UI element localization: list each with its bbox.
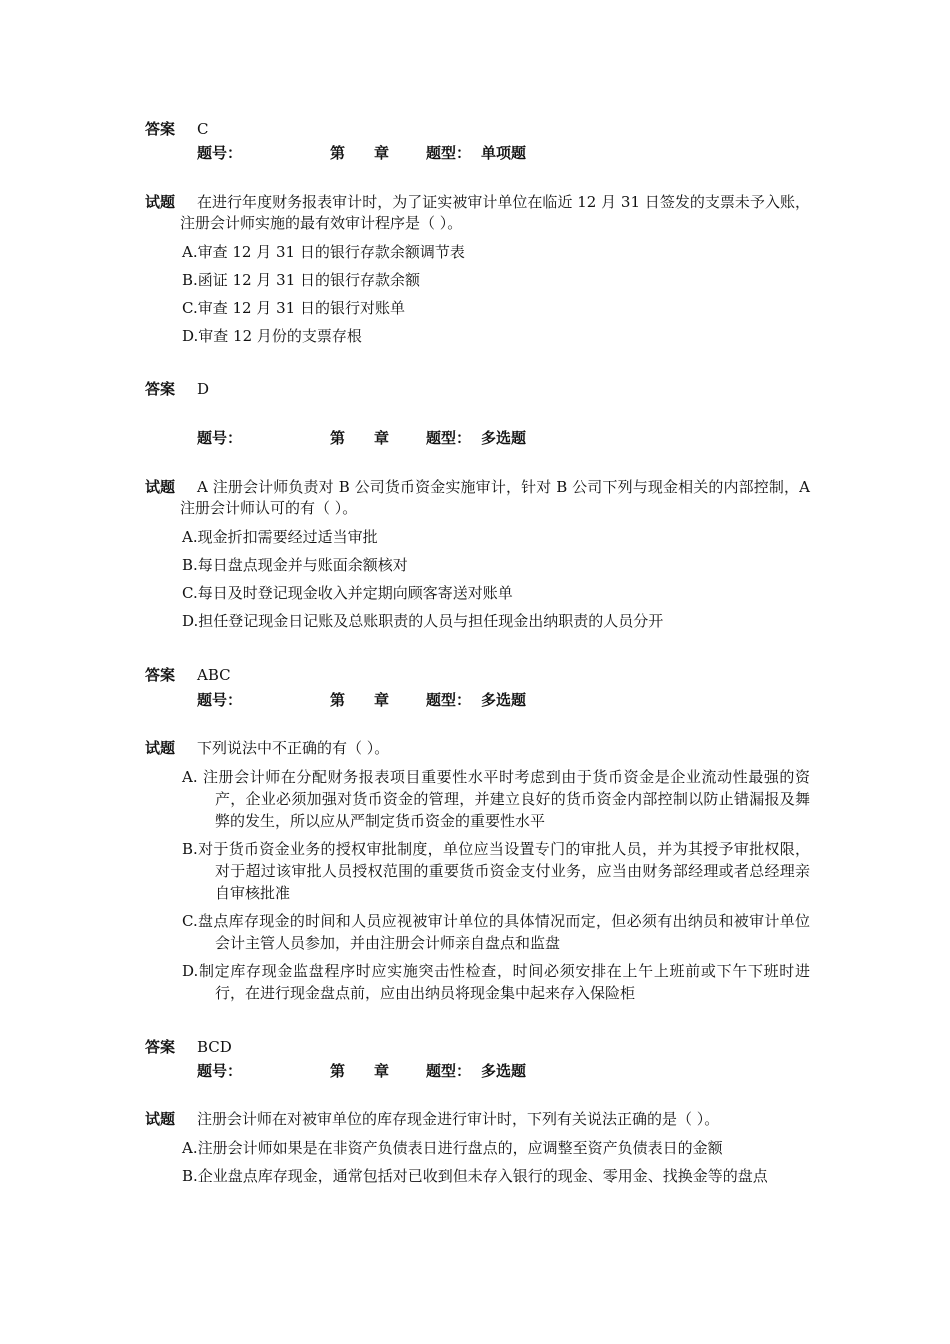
option: D.审查 12 月份的支票存根 [182,327,362,345]
answer-value: C [197,120,209,138]
answer-label: 答案 [145,1038,176,1056]
answer-line [145,120,208,138]
question-stem: 注册会计师在对被审单位的库存现金进行审计时，下列有关说法正确的是（ ）。 [197,1110,720,1128]
type-label: 题型： [426,429,472,447]
option: D.担任登记现金日记账及总账职责的人员与担任现金出纳职责的人员分开 [182,612,664,630]
chapter-label-b: 章 [374,1062,390,1080]
chapter-label-a: 第 [330,144,346,162]
type-value: 单项题 [481,144,527,162]
option-list [182,766,810,1010]
type-label: 题型： [426,691,472,709]
question-label: 试题 [145,478,176,496]
option-list [182,241,810,353]
type-value: 多选题 [481,691,527,709]
question-label: 试题 [145,739,176,757]
type-label: 题型： [426,1062,472,1080]
option: A. 注册会计师在分配财务报表项目重要性水平时考虑到由于货币资金是企业流动性最强的资产，企业必须加强对货币资金的管理，并建立良好的货币资金内部控制以防止错漏报及舞弊的发生，所以应从严制定货币资金的重要性水平 [182,768,810,830]
answer-value: ABC [197,666,231,684]
option: A.注册会计师如果是在非资产负债表日进行盘点的，应调整至资产负债表日的金额 [182,1139,723,1157]
answer-label: 答案 [145,666,176,684]
chapter-label-a: 第 [330,1062,346,1080]
option: D.制定库存现金监盘程序时应实施突击性检查，时间必须安排在上午上班前或下午下班时进行，在进行现金盘点前，应由出纳员将现金集中起来存入保险柜 [182,962,810,1002]
chapter-label-b: 章 [374,429,390,447]
question [145,477,810,519]
number-label: 题号： [197,144,243,162]
number-label: 题号： [197,1062,243,1080]
type-value: 多选题 [481,429,527,447]
answer-label: 答案 [145,380,176,398]
option: B.每日盘点现金并与账面余额核对 [182,556,408,574]
option-list [182,526,810,638]
question-label: 试题 [145,193,176,211]
question [145,1109,810,1130]
type-value: 多选题 [481,1062,527,1080]
question [145,738,810,759]
option: C.审查 12 月 31 日的银行对账单 [182,299,405,317]
option: C.每日及时登记现金收入并定期向顾客寄送对账单 [182,584,513,602]
chapter-label-a: 第 [330,429,346,447]
chapter-label-b: 章 [374,691,390,709]
option: C.盘点库存现金的时间和人员应视被审计单位的具体情况而定，但必须有出纳员和被审计单位会计主管人员参加，并由注册会计师亲自盘点和监盘 [182,912,810,952]
option-list [182,1137,810,1193]
answer-line [145,666,231,684]
question-stem: 在进行年度财务报表审计时，为了证实被审计单位在临近 12 月 31 日签发的支票未予入账，注册会计师实施的最有效审计程序是（ ）。 [180,193,810,232]
option: B.对于货币资金业务的授权审批制度，单位应当设置专门的审批人员，并为其授予审批权限，对于超过该审批人员授权范围的重要货币资金支付业务，应当由财务部经理或者总经理亲自审核批准 [182,840,810,902]
answer-value: D [197,380,210,398]
chapter-label-b: 章 [374,144,390,162]
answer-line [145,380,209,398]
question-stem: 下列说法中不正确的有（ ）。 [197,739,390,757]
type-label: 题型： [426,144,472,162]
answer-label: 答案 [145,120,176,138]
option: A.现金折扣需要经过适当审批 [182,528,378,546]
option: A.审查 12 月 31 日的银行存款余额调节表 [182,243,465,261]
option: B.函证 12 月 31 日的银行存款余额 [182,271,421,289]
number-label: 题号： [197,691,243,709]
answer-line [145,1038,232,1056]
chapter-label-a: 第 [330,691,346,709]
number-label: 题号： [197,429,243,447]
question [145,192,810,234]
question-stem: A 注册会计师负责对 B 公司货币资金实施审计，针对 B 公司下列与现金相关的内部控制，A 注册会计师认可的有（ ）。 [180,478,810,517]
question-label: 试题 [145,1110,176,1128]
option: B.企业盘点库存现金，通常包括对已收到但未存入银行的现金、零用金、找换金等的盘点 [182,1167,768,1185]
answer-value: BCD [197,1038,232,1056]
